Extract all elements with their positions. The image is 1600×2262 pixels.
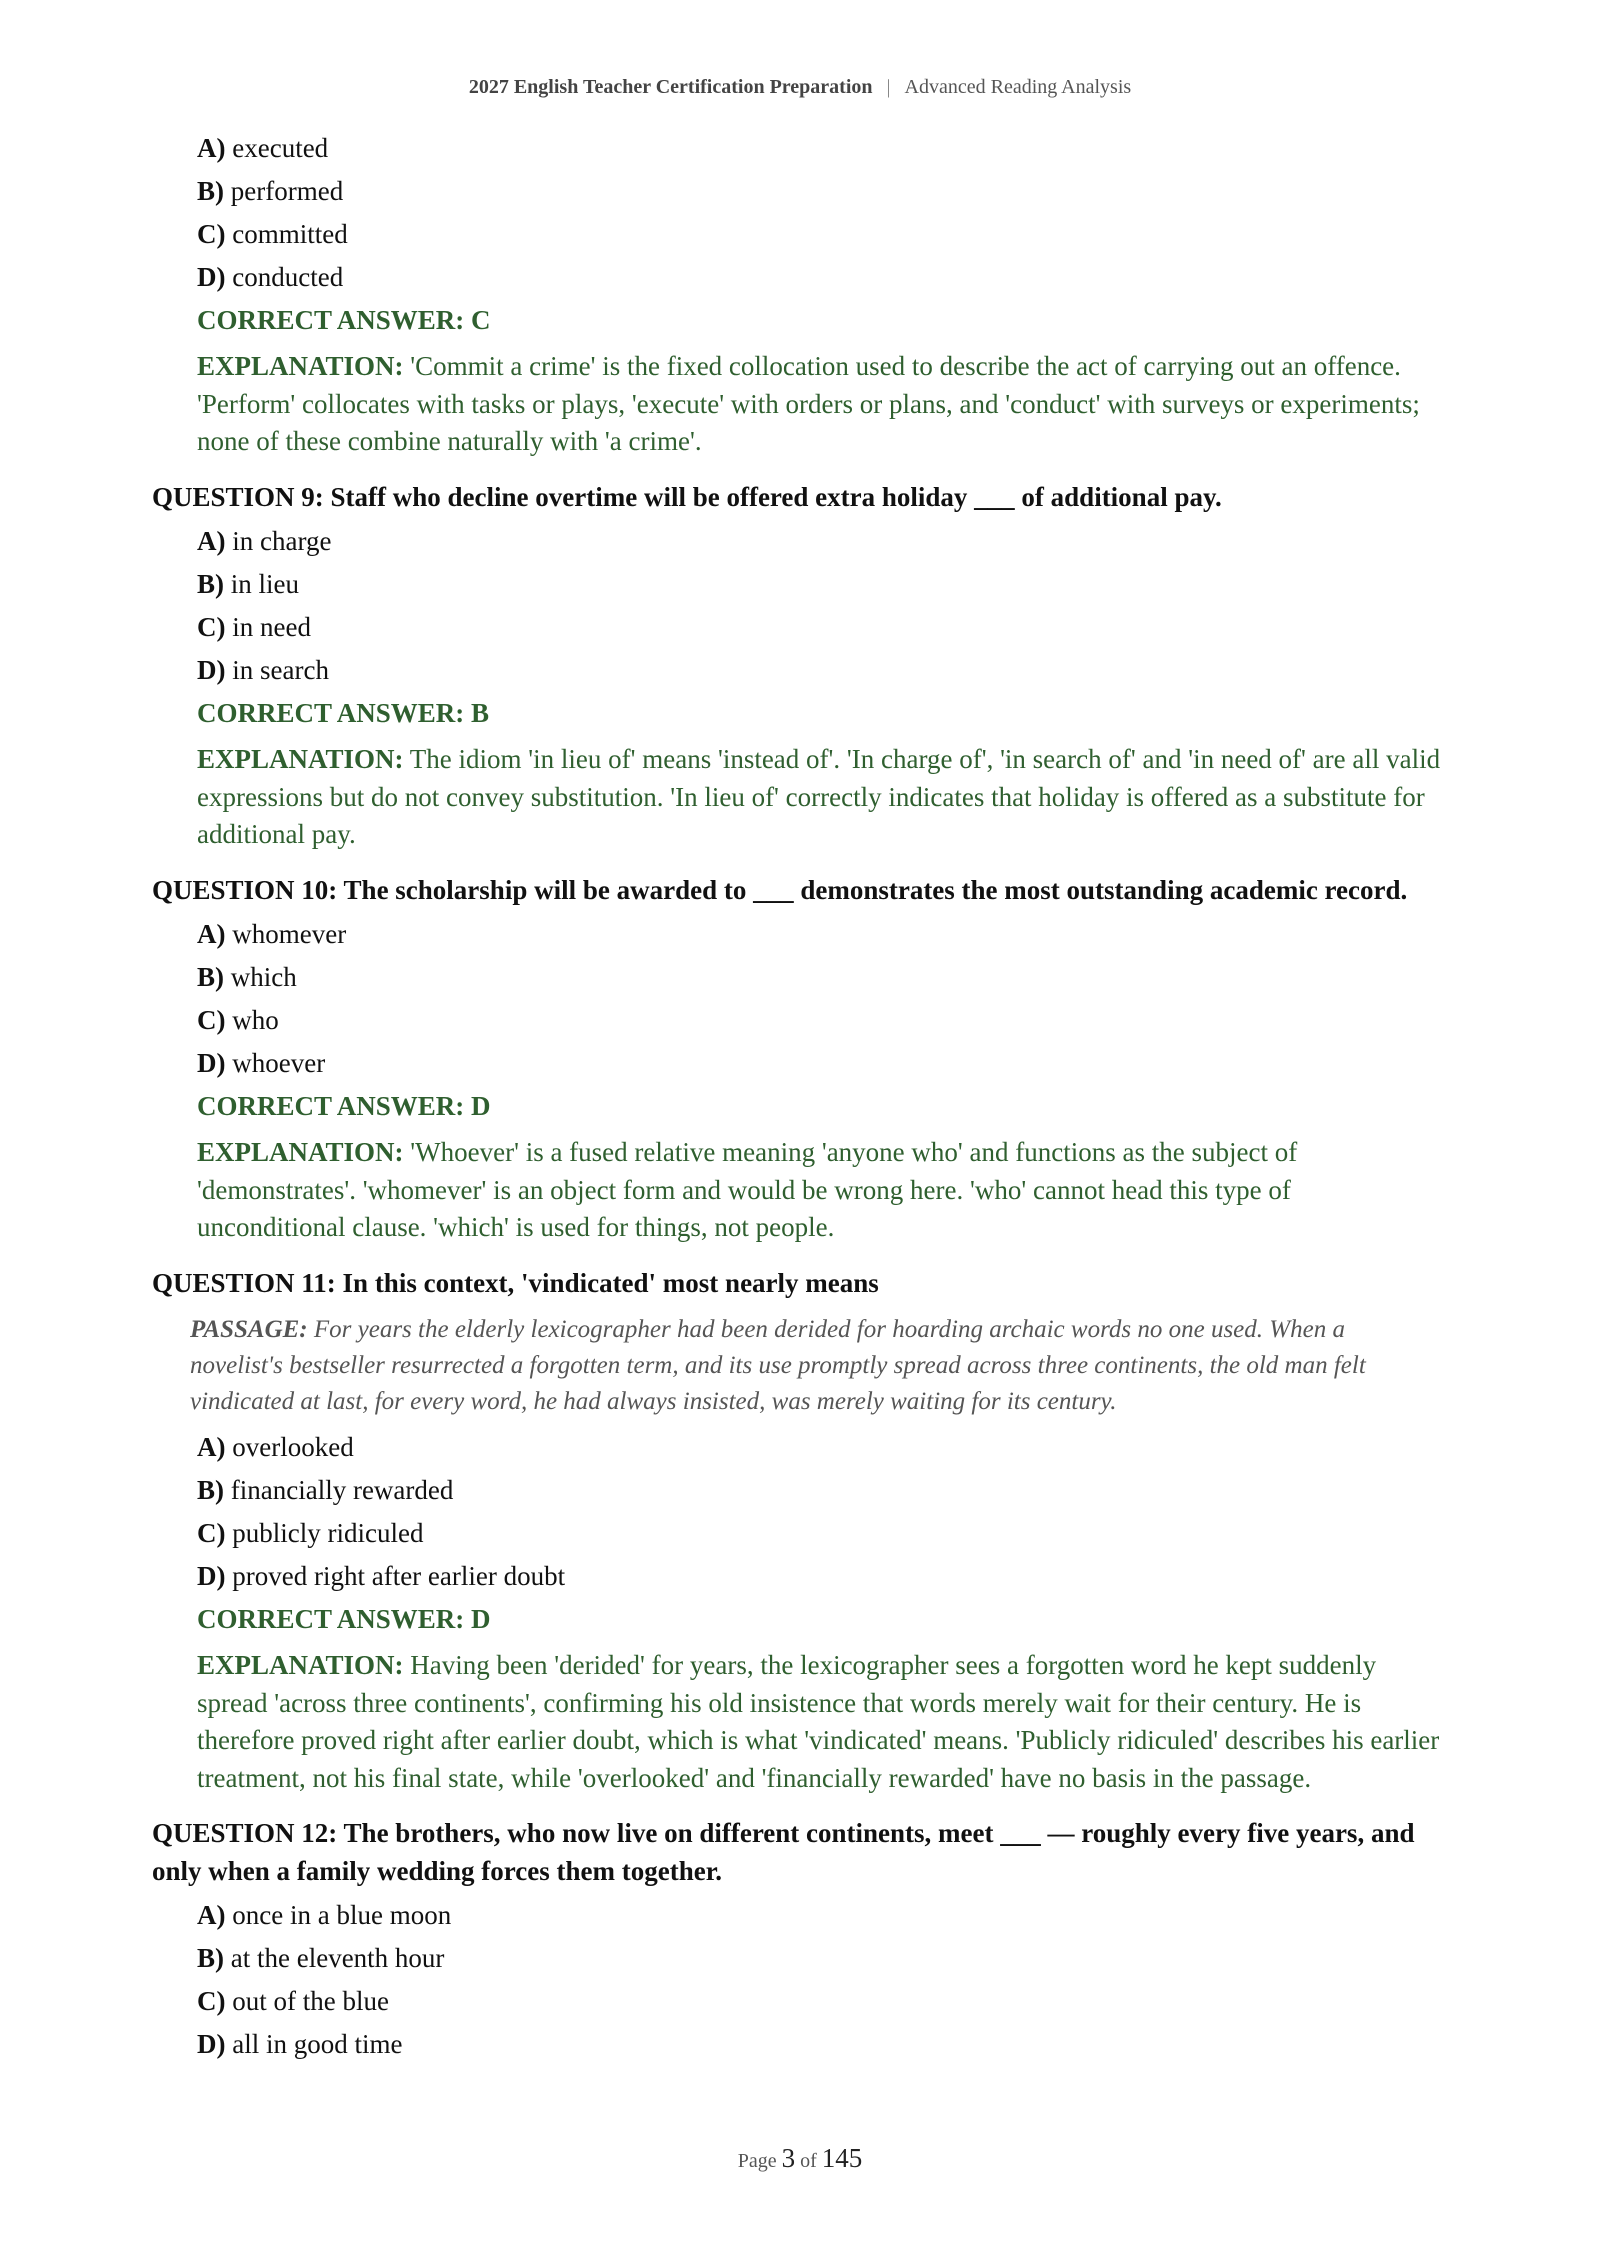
document-title: 2027 English Teacher Certification Preparation (468, 76, 873, 98)
explanation (197, 1647, 1442, 1797)
option-letter: D) (197, 1048, 226, 1078)
option-letter: A) (197, 1432, 226, 1462)
question-10 (152, 872, 1442, 1247)
page-content (152, 133, 1442, 2072)
option-text: out of the blue (232, 1986, 389, 2016)
option-letter: C) (197, 612, 226, 642)
correct-answer: CORRECT ANSWER: D (197, 1091, 491, 1121)
option-letter: D) (197, 1561, 226, 1591)
option-letter: C) (197, 1986, 226, 2016)
option-text: overlooked (232, 1432, 354, 1462)
reading-passage (190, 1312, 1442, 1420)
option-c (197, 612, 1442, 642)
option-text: financially rewarded (230, 1475, 454, 1505)
option-letter: A) (197, 1900, 226, 1930)
option-letter: C) (197, 219, 226, 249)
option-a (197, 919, 1442, 949)
correct-answer: CORRECT ANSWER: D (197, 1604, 491, 1634)
explanation (197, 741, 1442, 854)
page-header (0, 76, 1600, 99)
option-c (197, 1986, 1442, 2016)
explanation (197, 1134, 1442, 1247)
option-text: at the eleventh hour (230, 1943, 445, 1973)
question-title: QUESTION 12: The brothers, who now live on different continents, meet ___ — roughly every five years, and only when a family wedding forces them together. (152, 1818, 1415, 1886)
option-letter: B) (197, 569, 224, 599)
explanation-label: EXPLANATION: (197, 351, 404, 381)
option-letter: D) (197, 655, 226, 685)
explanation-text: 'Whoever' is a fused relative meaning 'anyone who' and functions as the subject of 'demonstrates'. 'whomever' is an object form and would be wrong here. 'who' cannot head this type of unconditional clause. 'which' is used for things, not people. (197, 1137, 1298, 1242)
option-letter: D) (197, 2029, 226, 2059)
option-letter: A) (197, 133, 226, 163)
option-a (197, 1900, 1442, 1930)
option-c (197, 1005, 1442, 1035)
option-text: proved right after earlier doubt (232, 1561, 566, 1591)
page-total: 145 (821, 2143, 863, 2173)
page-of: of (800, 2150, 817, 2172)
option-a (197, 133, 1442, 163)
option-a (197, 1432, 1442, 1462)
option-d (197, 1048, 1442, 1078)
question-title: QUESTION 9: Staff who decline overtime will be offered extra holiday ___ of additional pay. (152, 481, 1222, 512)
option-text: committed (232, 219, 348, 249)
option-text: in charge (232, 526, 332, 556)
option-letter: A) (197, 919, 226, 949)
option-b (197, 1943, 1442, 1973)
option-d (197, 655, 1442, 685)
explanation-label: EXPLANATION: (197, 744, 404, 774)
option-letter: B) (197, 1475, 224, 1505)
explanation-text: The idiom 'in lieu of' means 'instead of'. 'In charge of', 'in search of' and 'in need of' are all valid expressions but do not convey substitution. 'In lieu of' correctly indicates that holiday is offered as a substitute for additional pay. (197, 744, 1441, 849)
option-d (197, 262, 1442, 292)
option-c (197, 1518, 1442, 1548)
option-text: executed (232, 133, 329, 163)
question-title: QUESTION 10: The scholarship will be awarded to ___ demonstrates the most outstanding academic record. (152, 874, 1408, 905)
option-text: whomever (232, 919, 347, 949)
explanation-label: EXPLANATION: (197, 1137, 404, 1167)
option-letter: C) (197, 1005, 226, 1035)
question-11 (152, 1265, 1442, 1798)
explanation-text: 'Commit a crime' is the fixed collocation used to describe the act of carrying out an offence. 'Perform' collocates with tasks or plays, 'execute' with orders or plans, and 'conduct' with surveys or experiments; none of these combine naturally with 'a crime'. (197, 351, 1420, 456)
option-b (197, 176, 1442, 206)
page-number: 3 (781, 2143, 796, 2173)
correct-answer: CORRECT ANSWER: C (197, 305, 491, 335)
option-text: who (232, 1005, 279, 1035)
option-d (197, 2029, 1442, 2059)
option-letter: B) (197, 962, 224, 992)
document-subtitle: Advanced Reading Analysis (904, 76, 1132, 98)
option-text: conducted (232, 262, 344, 292)
option-text: in need (232, 612, 311, 642)
passage-label: PASSAGE: (190, 1316, 308, 1343)
correct-answer: CORRECT ANSWER: B (197, 698, 490, 728)
option-b (197, 962, 1442, 992)
option-d (197, 1561, 1442, 1591)
option-text: publicly ridiculed (232, 1518, 424, 1548)
question-8-continued (152, 133, 1442, 461)
page-prefix: Page (737, 2150, 777, 2172)
option-text: which (230, 962, 297, 992)
explanation (197, 348, 1442, 461)
option-text: in search (232, 655, 329, 685)
header-separator: | (886, 76, 891, 98)
page-footer (0, 2143, 1600, 2174)
question-9 (152, 479, 1442, 854)
option-text: all in good time (232, 2029, 403, 2059)
passage-text: For years the elderly lexicographer had been derided for hoarding archaic words no one used. When a novelist's bestseller resurrected a forgotten term, and its use promptly spread across three continents, the old man felt vindicated at last, for every word, he had always insisted, was merely waiting for its century. (190, 1316, 1366, 1415)
question-title: QUESTION 11: In this context, 'vindicated' most nearly means (152, 1267, 879, 1298)
explanation-text: Having been 'derided' for years, the lexicographer sees a forgotten word he kept suddenly spread 'across three continents', confirming his old insistence that words merely wait for their century. He is therefore proved right after earlier doubt, which is what 'vindicated' means. 'Publicly ridiculed' describes his earlier treatment, not his final state, while 'overlooked' and 'financially rewarded' have no basis in the passage. (197, 1650, 1440, 1793)
option-text: in lieu (230, 569, 299, 599)
option-text: once in a blue moon (232, 1900, 452, 1930)
option-c (197, 219, 1442, 249)
option-text: whoever (232, 1048, 326, 1078)
explanation-label: EXPLANATION: (197, 1650, 404, 1680)
option-letter: A) (197, 526, 226, 556)
question-12 (152, 1815, 1442, 2059)
option-b (197, 569, 1442, 599)
option-letter: C) (197, 1518, 226, 1548)
option-letter: B) (197, 176, 224, 206)
option-b (197, 1475, 1442, 1505)
option-text: performed (230, 176, 344, 206)
option-a (197, 526, 1442, 556)
option-letter: B) (197, 1943, 224, 1973)
option-letter: D) (197, 262, 226, 292)
